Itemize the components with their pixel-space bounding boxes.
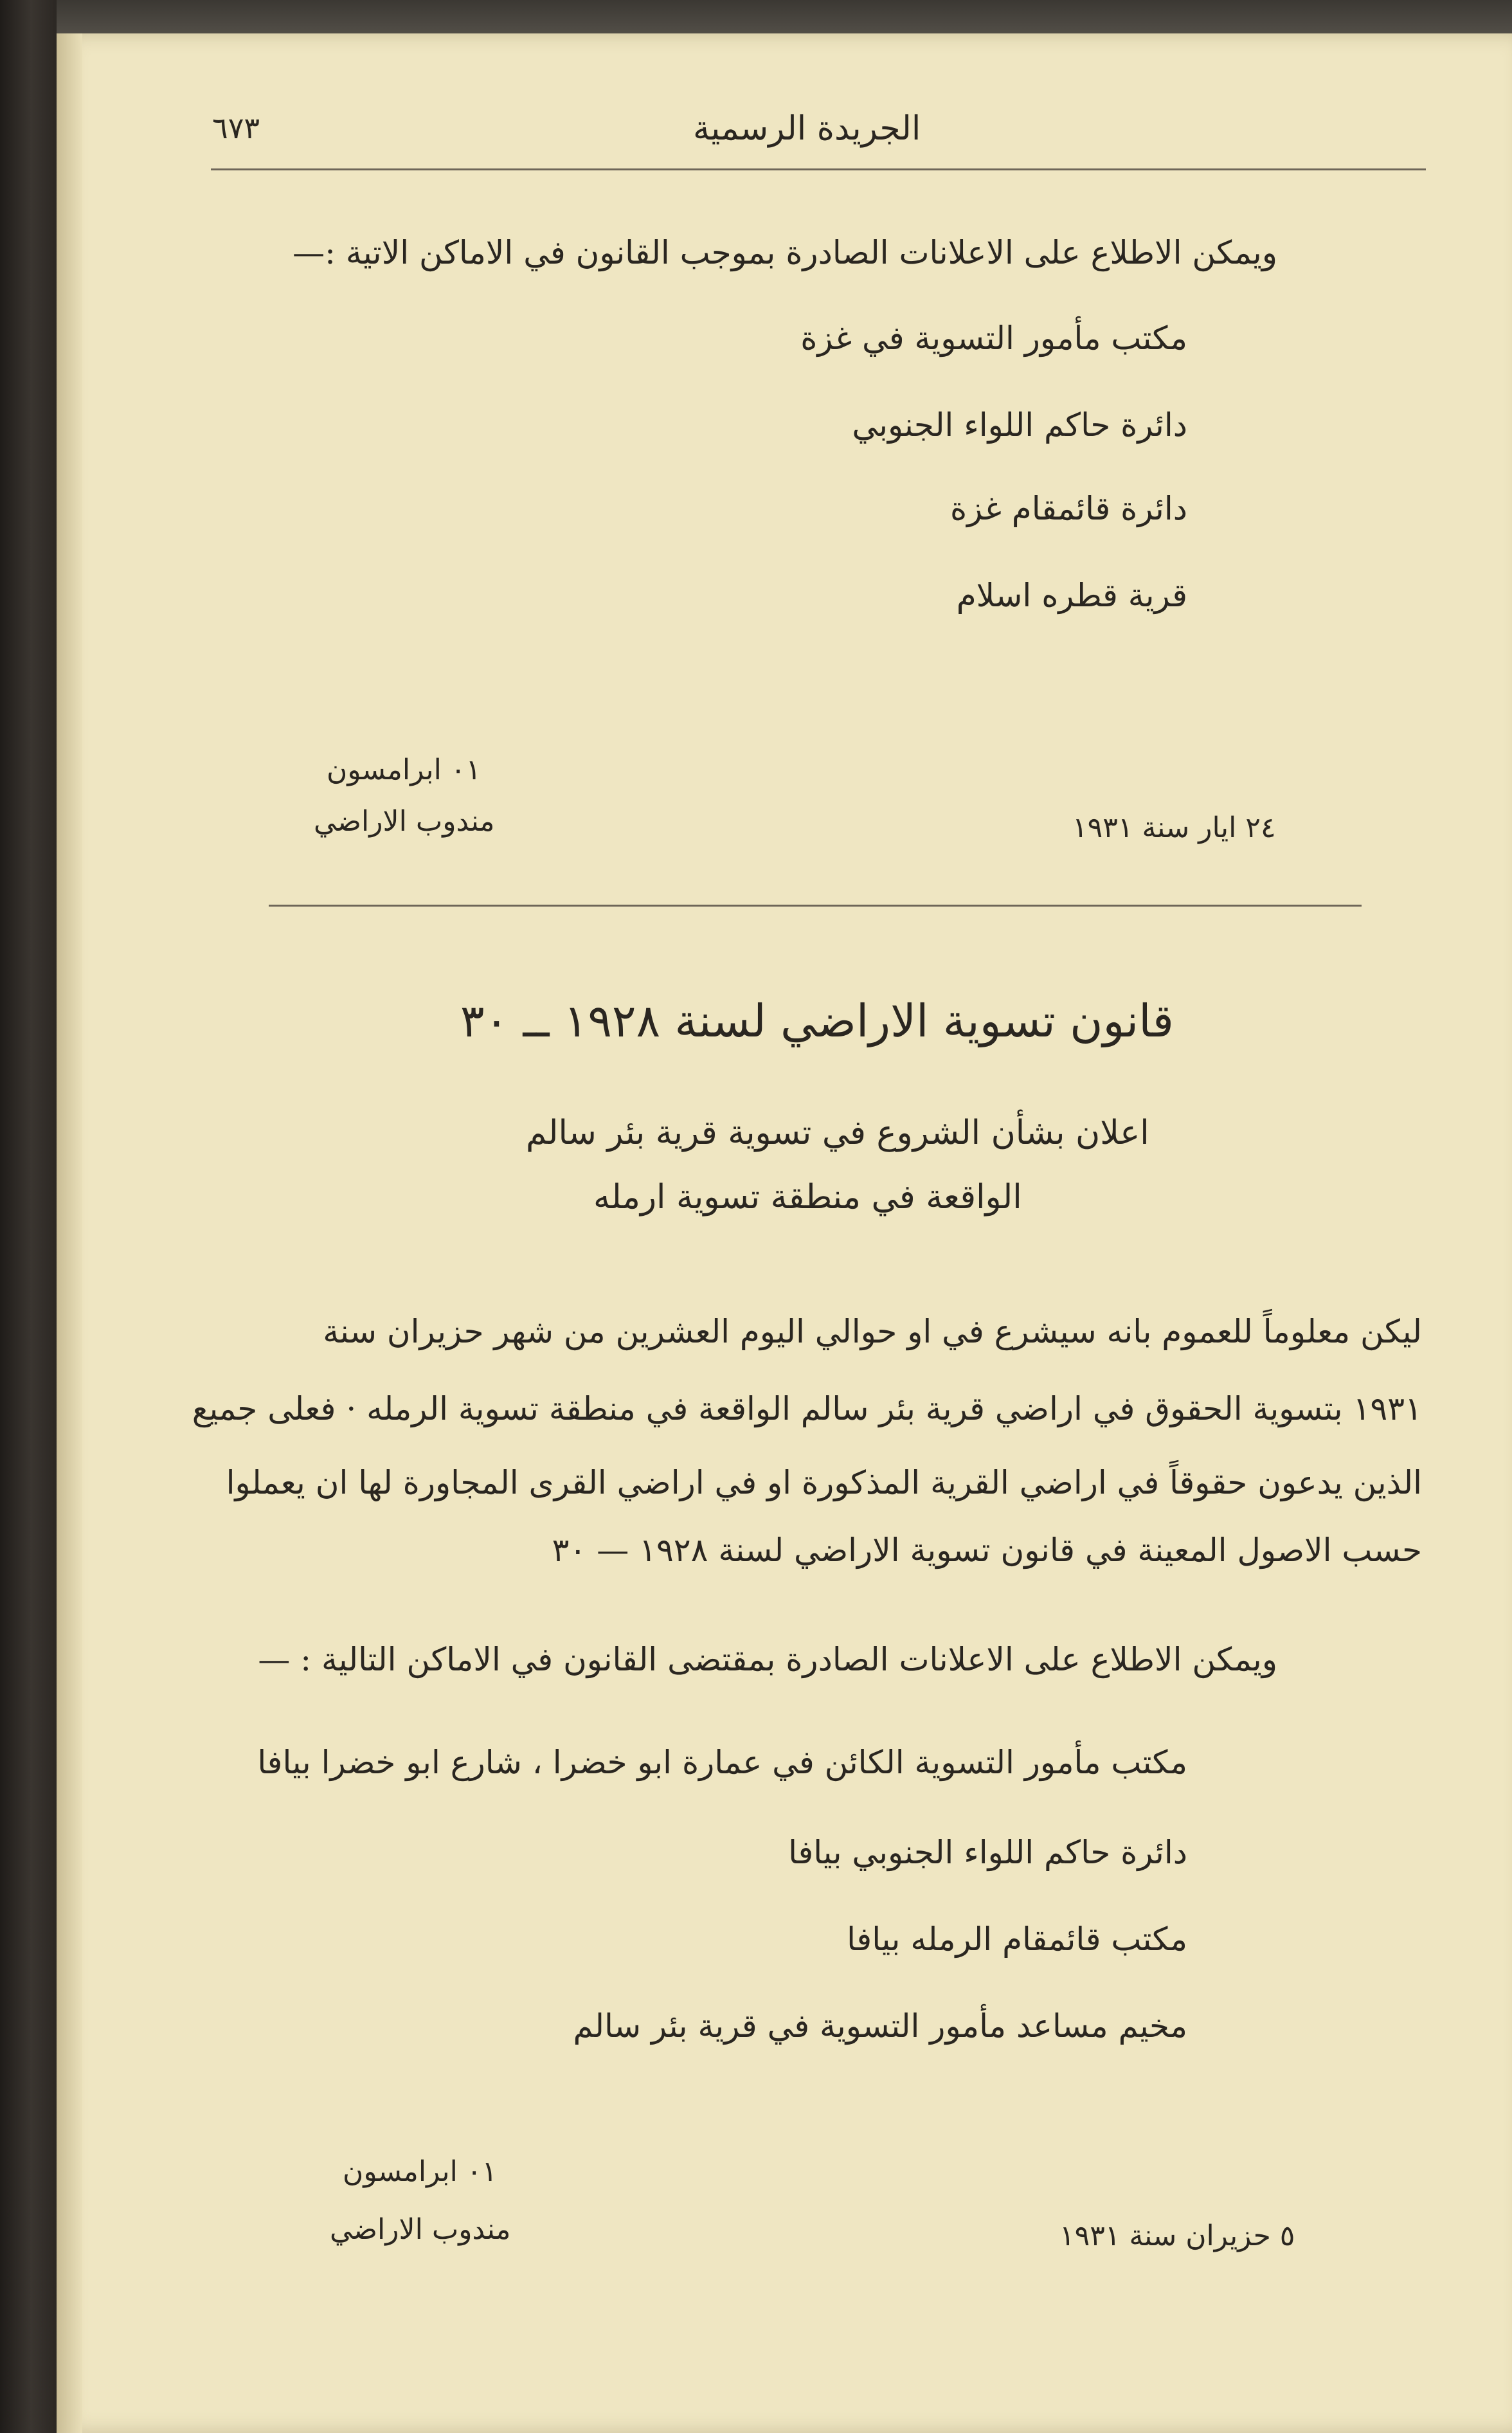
notice1-signer-title: مندوب الاراضي: [314, 805, 495, 838]
section-divider: [269, 905, 1362, 907]
notice2-date: ٥ حزيران سنة ١٩٣١: [1059, 2220, 1295, 2252]
notice1-place: قرية قطره اسلام: [956, 577, 1187, 614]
page-number: ٦٧٣: [212, 111, 260, 145]
notice1-date: ٢٤ ايار سنة ١٩٣١: [1072, 811, 1276, 844]
gazette-page: [57, 33, 1512, 2433]
notice1-intro: ويمكن الاطلاع على الاعلانات الصادرة بموجب القانون في الاماكن الاتية :—: [292, 234, 1277, 271]
book-binding: [0, 0, 57, 2433]
gazette-title: الجريدة الرسمية: [693, 109, 921, 148]
notice2-paragraph-line: ليكن معلوماً للعموم بانه سيشرع في او حوالي اليوم العشرين من شهر حزيران سنة: [323, 1313, 1422, 1350]
notice2-signer-name: ٠١ ابرامسون: [343, 2155, 498, 2188]
header-rule: [211, 168, 1426, 170]
notice2-signer-title: مندوب الاراضي: [330, 2213, 511, 2246]
notice2-place: مكتب قائمقام الرمله بيافا: [847, 1921, 1187, 1958]
notice2-paragraph-line: ١٩٣١ بتسوية الحقوق في اراضي قرية بئر سالم الواقعة في منطقة تسوية الرمله · فعلى جميع: [192, 1390, 1422, 1427]
notice2-place: دائرة حاكم اللواء الجنوبي بيافا: [788, 1834, 1187, 1871]
notice2-paragraph-line: حسب الاصول المعينة في قانون تسوية الاراضي لسنة ١٩٢٨ — ٣٠: [552, 1532, 1422, 1569]
notice-subheading: الواقعة في منطقة تسوية ارمله: [593, 1178, 1022, 1216]
notice1-signer-name: ٠١ ابرامسون: [327, 754, 482, 786]
law-heading: قانون تسوية الاراضي لسنة ١٩٢٨ ــ ٣٠: [460, 995, 1174, 1047]
notice2-place: مكتب مأمور التسوية الكائن في عمارة ابو خضرا ، شارع ابو خضرا بيافا: [257, 1744, 1187, 1781]
notice2-place: مخيم مساعد مأمور التسوية في قرية بئر سالم: [573, 2007, 1187, 2045]
page-gutter: [57, 33, 82, 2433]
notice1-place: دائرة حاكم اللواء الجنوبي: [852, 406, 1187, 444]
notice-subheading: اعلان بشأن الشروع في تسوية قرية بئر سالم: [526, 1114, 1149, 1152]
notice1-place: مكتب مأمور التسوية في غزة: [800, 320, 1187, 357]
notice2-paragraph-line: الذين يدعون حقوقاً في اراضي القرية المذكورة او في اراضي القرى المجاورة لها ان يعملوا: [226, 1464, 1422, 1501]
page-top-edge: [57, 0, 1512, 39]
notice2-intro: ويمكن الاطلاع على الاعلانات الصادرة بمقتضى القانون في الاماكن التالية : —: [258, 1641, 1277, 1678]
notice1-place: دائرة قائمقام غزة: [950, 490, 1187, 527]
